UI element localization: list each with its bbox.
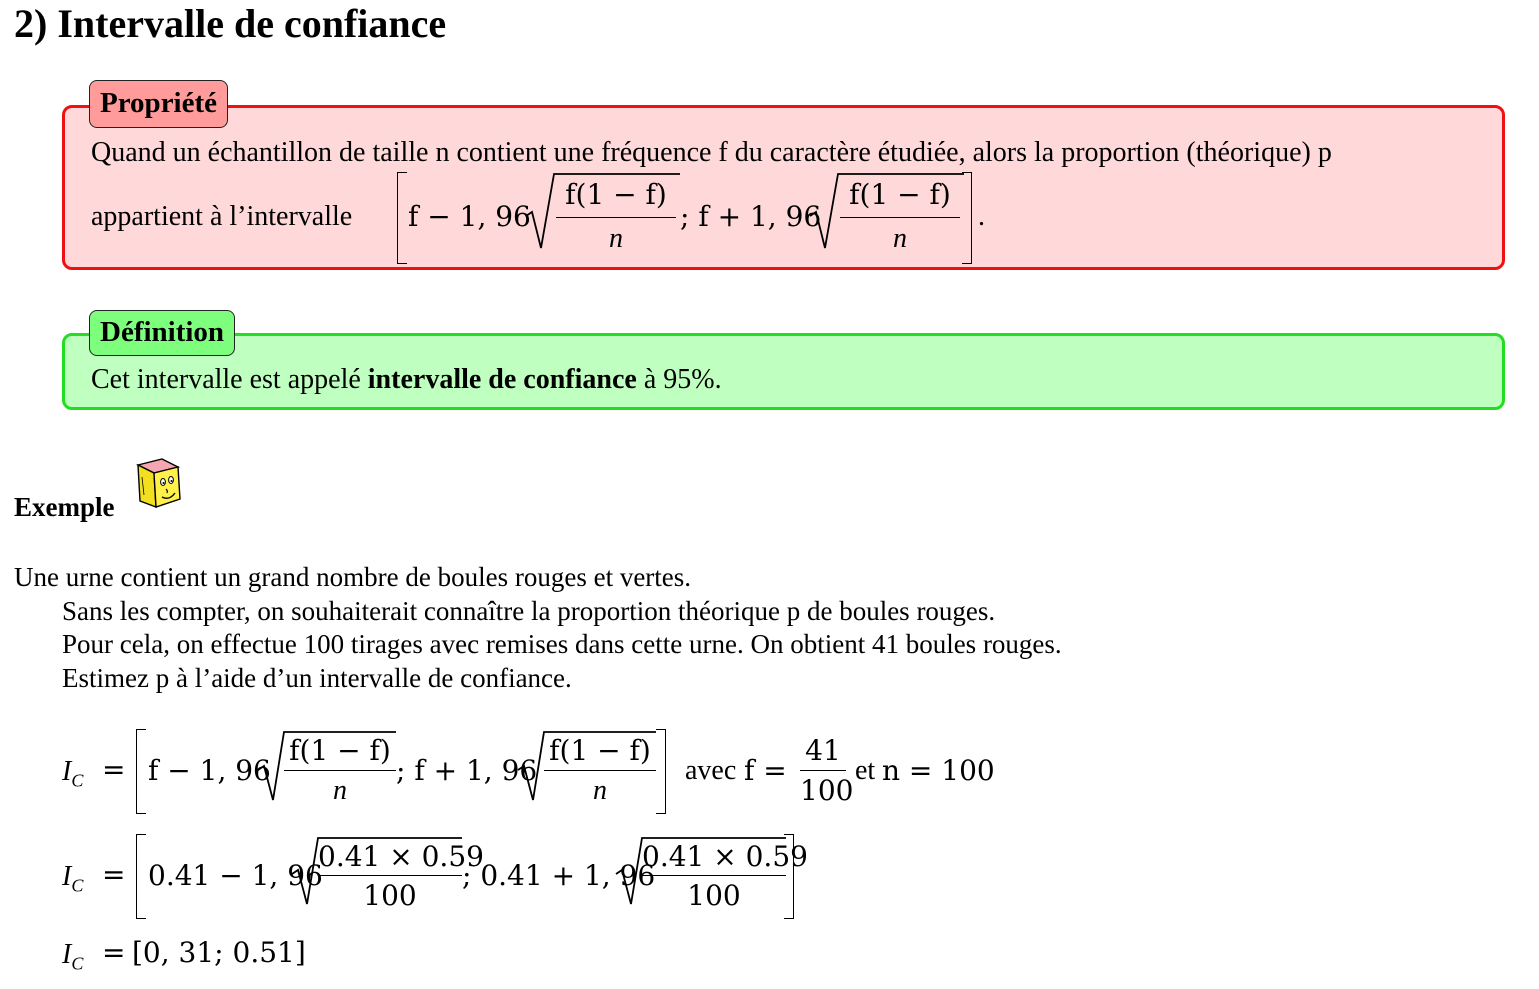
fraction-numerator: f(1 − f) — [849, 178, 951, 211]
interval-period: . — [978, 201, 985, 232]
example-intro: Une urne contient un grand nombre de boules rouges et vertes. — [14, 562, 692, 592]
example-line-2: Sans les compter, on souhaiterait connaître la proportion théorique p de boules rouges. — [62, 596, 996, 626]
definition-text: Cet intervalle est appelé intervalle de confiance à 95%. — [91, 364, 722, 395]
interval-left-part: f − 1, 96 — [408, 200, 531, 233]
section-title: 2) Intervalle de confiance — [14, 1, 447, 46]
fraction-numerator: f(1 − f) — [565, 178, 667, 211]
book-mascot-icon — [132, 455, 184, 511]
result-interval: [0, 31; 0.51] — [132, 936, 306, 969]
property-line-1: Quand un échantillon de taille n contient une fréquence f du caractère étudiée, alors la proportion (théorique) p — [91, 137, 1332, 168]
definition-label: Définition — [89, 310, 235, 356]
fraction-denominator: n — [893, 223, 907, 254]
property-label: Propriété — [89, 80, 228, 128]
property-box — [62, 105, 1505, 270]
definition-term: intervalle de confiance — [367, 364, 637, 395]
example-label: Exemple — [14, 492, 115, 522]
fraction-denominator: n — [609, 223, 623, 254]
interval-right-part: ; f + 1, 96 — [680, 200, 822, 233]
property-line-2-prefix: appartient à l’intervalle — [91, 201, 353, 232]
example-line-3: Pour cela, on effectue 100 tirages avec remises dans cette urne. On obtient 41 boules rouges. — [62, 629, 1062, 659]
example-line-4: Estimez p à l’aide d’un intervalle de confiance. — [62, 663, 572, 693]
